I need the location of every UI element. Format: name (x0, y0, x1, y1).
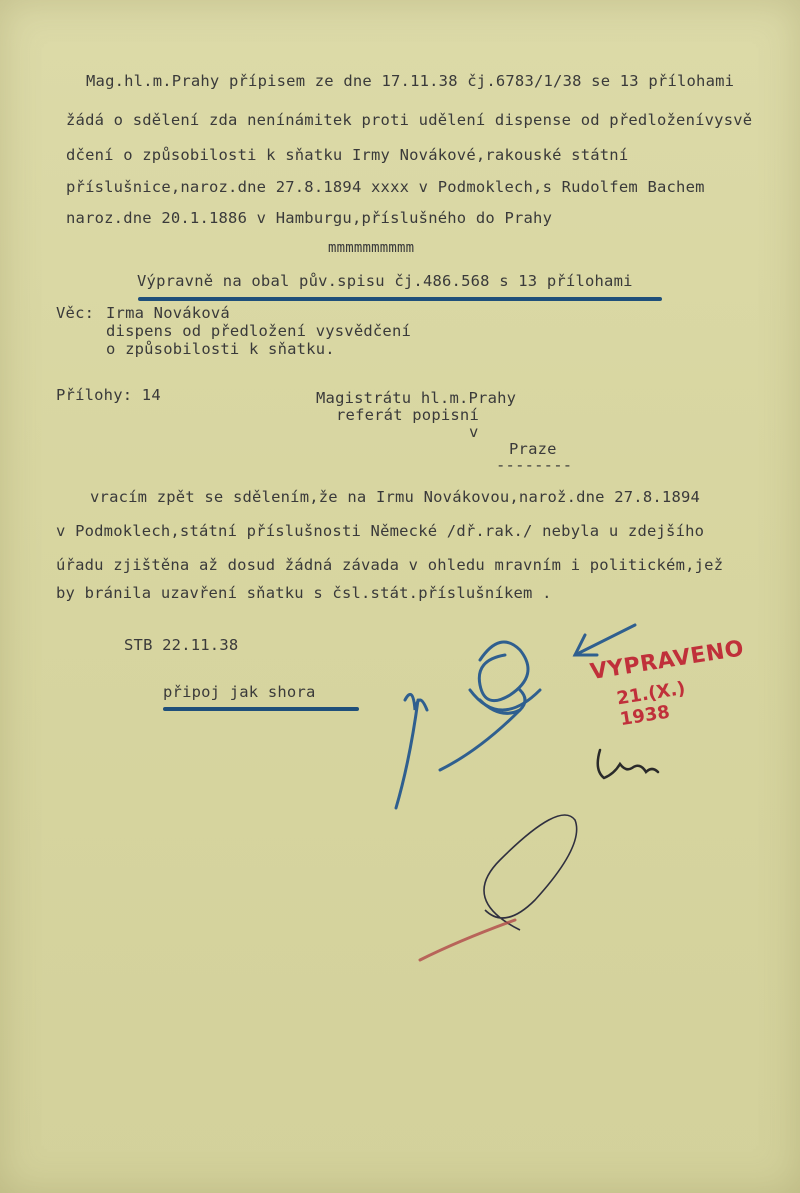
subject-label: Věc: (56, 304, 95, 322)
intro-line: žádá o sdělení zda nenínámitek proti udělení dispense od předloženívysvě (66, 111, 753, 129)
ink-loop-icon (484, 815, 577, 930)
address-line: Magistrátu hl.m.Prahy (316, 389, 517, 407)
separator: mmmmmmmmmm (328, 240, 415, 256)
body-line: by bránila uzavření sňatku s čsl.stát.příslušníkem . (56, 584, 552, 602)
attachments: Přílohy: 14 (56, 386, 161, 404)
dispatch-stamp (585, 620, 746, 734)
red-pencil-stroke-icon (420, 920, 515, 960)
body-line: v Podmoklech,státní příslušnosti Německé /dř.rak./ nebyla u zdejšího (56, 522, 705, 540)
address-line: Praze (509, 440, 557, 458)
intro-line: dčení o způsobilosti k sňatku Irmy Novákové,rakouské státní (66, 146, 629, 164)
stamp-date: 21.(X.) 1938 (615, 677, 687, 731)
subject-line: Irma Nováková (106, 304, 230, 322)
closing-note: připoj jak shora (163, 683, 316, 701)
intro-line: naroz.dne 20.1.1886 v Hamburgu,příslušného do Prahy (66, 209, 553, 227)
intro-line: Mag.hl.m.Prahy přípisem ze dne 17.11.38 čj.6783/1/38 se 13 přílohami (86, 72, 735, 90)
subject-line: dispens od předložení vysvědčení (106, 322, 412, 340)
intro-line: příslušnice,naroz.dne 27.8.1894 xxxx v Podmoklech,s Rudolfem Bachem (66, 178, 705, 196)
address-rule: -------- (496, 456, 573, 474)
subject-line: o způsobilosti k sňatku. (106, 340, 335, 358)
reference-date: STB 22.11.38 (124, 636, 239, 654)
address-line: referát popisní (336, 406, 479, 424)
signature-icon (598, 750, 658, 778)
body-line: vracím zpět se sdělením,že na Irmu Novákovou,narož.dne 27.8.1894 (90, 488, 701, 506)
body-line: úřadu zjištěna až dosud žádná závada v ohledu mravním i politickém,jež (56, 556, 724, 574)
dispatch-note: Výpravně na obal pův.spisu čj.486.568 s 13 přílohami (137, 272, 633, 290)
stamp-line: VYPRAVENO (588, 636, 746, 686)
address-line: v (469, 423, 479, 441)
